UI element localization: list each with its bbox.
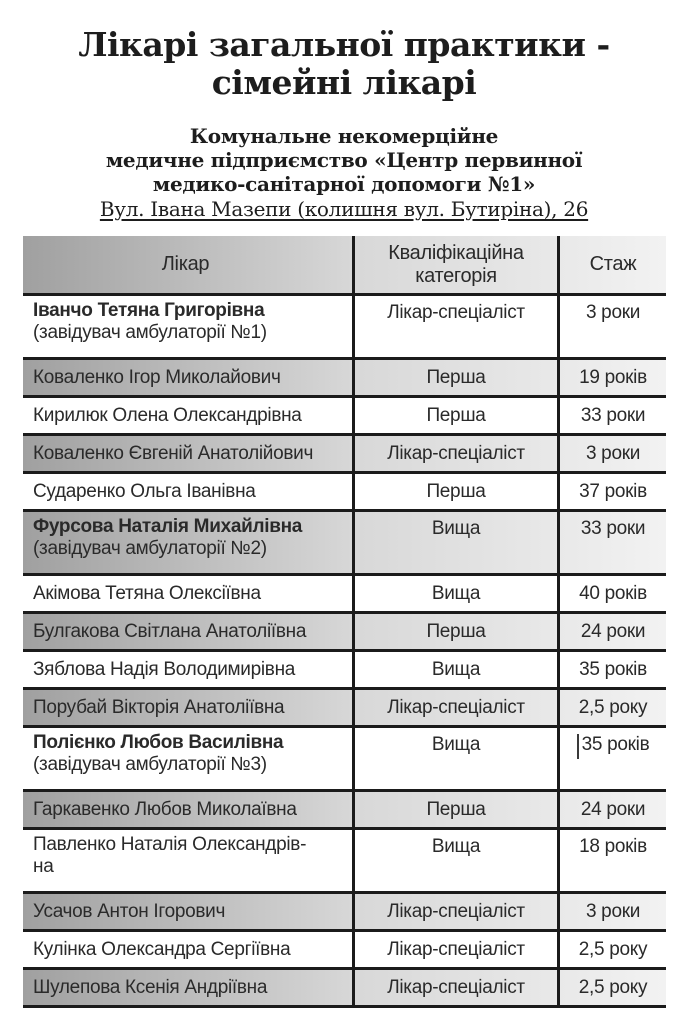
qualification-category-cell: Перша: [355, 614, 560, 649]
experience-value: 2,5 року: [578, 976, 648, 998]
experience-value: 33 роки: [580, 404, 646, 426]
doctor-name: Усачов Антон Ігорович: [33, 900, 226, 922]
doctor-name-cell: [23, 436, 355, 471]
organization-subtitle: [0, 124, 688, 196]
experience-value: 18 років: [579, 836, 647, 857]
doctor-name-note: (завідувач амбулаторії №2): [33, 538, 267, 559]
doctor-name-cell: [23, 614, 355, 649]
qualification-category-cell: Вища: [355, 652, 560, 687]
doctor-name-note: (завідувач амбулаторії №1): [33, 322, 267, 343]
page-title-line-2: сімейні лікарі: [211, 63, 477, 102]
header-cell-category: Кваліфікаційна категорія: [355, 236, 560, 293]
qualification-category-cell: Лікар-спеціаліст: [355, 894, 560, 929]
doctor-name-cell: [23, 690, 355, 725]
experience-cell: [560, 970, 666, 1005]
organization-subtitle-line-1: Комунальне некомерційне: [189, 124, 499, 148]
table-row: [23, 830, 666, 894]
table-row: [23, 512, 666, 576]
doctor-name: Коваленко Євгеній Анатолійович: [33, 442, 314, 464]
doctor-name: Фурсова Наталія Михайлівна: [33, 516, 303, 537]
doctors-table: [23, 236, 666, 1008]
experience-cell: [560, 360, 666, 395]
table-body: [23, 296, 666, 1008]
doctor-name: Шулепова Ксенія Андріївна: [33, 976, 268, 998]
doctor-name: Кулінка Олександра Сергіївна: [33, 938, 291, 960]
doctor-name: Полієнко Любов Василівна: [33, 732, 284, 753]
experience-value: 24 роки: [580, 620, 646, 642]
table-row: [23, 728, 666, 792]
doctor-name-cell: [23, 894, 355, 929]
organization-address: Вул. Івана Мазепи (колишня вул. Бутиріна), 26: [99, 197, 589, 221]
table-row: [23, 398, 666, 436]
doctor-name-cell: [23, 970, 355, 1005]
doctor-name-cell: [23, 830, 355, 891]
doctor-name-cell: [23, 296, 355, 357]
qualification-category-cell: Вища: [355, 576, 560, 611]
doctor-name-cell: [23, 792, 355, 827]
experience-cell: [560, 296, 666, 357]
doctor-name-cell: [23, 398, 355, 433]
qualification-category-cell: Лікар-спеціаліст: [355, 296, 560, 357]
table-row: [23, 576, 666, 614]
experience-value: 3 роки: [585, 442, 641, 464]
experience-value: 2,5 року: [578, 938, 648, 960]
doctor-name: Гаркавенко Любов Миколаївна: [33, 798, 297, 820]
experience-cell: [560, 512, 666, 573]
qualification-category-cell: Вища: [355, 512, 560, 573]
experience-cell: [560, 474, 666, 509]
table-row: [23, 792, 666, 830]
table-row: [23, 970, 666, 1008]
qualification-category-cell: Вища: [355, 728, 560, 789]
experience-cell: [560, 576, 666, 611]
doctor-name: Порубай Вікторія Анатоліївна: [33, 696, 285, 718]
qualification-category-cell: Перша: [355, 398, 560, 433]
doctor-name-cell: [23, 576, 355, 611]
doctor-name: Павленко Наталія Олександрів-: [33, 834, 307, 855]
table-row: [23, 652, 666, 690]
table-row: [23, 894, 666, 932]
table-row: [23, 474, 666, 512]
table-row: [23, 614, 666, 652]
experience-cell: [560, 932, 666, 967]
experience-value: 35 років: [579, 658, 647, 680]
organization-subtitle-line-2: медичне підприємство «Центр первинної: [105, 148, 583, 172]
table-row: [23, 360, 666, 398]
doctor-name: Акімова Тетяна Олексіївна: [33, 582, 261, 604]
experience-cell: [560, 792, 666, 827]
doctor-name-cell: [23, 652, 355, 687]
table-row: [23, 932, 666, 970]
qualification-category-cell: Лікар-спеціаліст: [355, 436, 560, 471]
doctor-name-cell: [23, 932, 355, 967]
doctor-name-note: на: [33, 856, 54, 877]
experience-cell: [560, 614, 666, 649]
experience-value: 19 років: [579, 366, 647, 388]
text-cursor: [577, 734, 579, 759]
experience-cell: [560, 652, 666, 687]
experience-cell: [560, 728, 666, 789]
doctor-name: Коваленко Ігор Миколайович: [33, 366, 281, 388]
doctor-name: Булгакова Світлана Анатоліївна: [33, 620, 307, 642]
experience-value: 2,5 року: [578, 696, 648, 718]
qualification-category-cell: Перша: [355, 792, 560, 827]
table-row: [23, 296, 666, 360]
page-title: [0, 0, 688, 102]
experience-value: 40 років: [579, 582, 647, 604]
doctor-name: Зяблова Надія Володимирівна: [33, 658, 296, 680]
experience-cell: [560, 436, 666, 471]
qualification-category-cell: Лікар-спеціаліст: [355, 970, 560, 1005]
qualification-category-cell: Лікар-спеціаліст: [355, 690, 560, 725]
doctor-name: Сударенко Ольга Іванівна: [33, 480, 256, 502]
doctor-name-cell: [23, 512, 355, 573]
organization-subtitle-line-3: медико-санітарної допомоги №1»: [152, 172, 536, 196]
page-title-line-1: Лікарі загальної практики -: [78, 25, 610, 64]
doctor-name-cell: [23, 360, 355, 395]
doctor-name: Іванчо Тетяна Григорівна: [33, 300, 265, 321]
qualification-category-cell: Лікар-спеціаліст: [355, 932, 560, 967]
table-row: [23, 436, 666, 474]
table-header-row: [23, 236, 666, 296]
experience-cell: [560, 830, 666, 891]
experience-cell: [560, 690, 666, 725]
experience-value: 3 роки: [585, 900, 641, 922]
doctor-name-note: (завідувач амбулаторії №3): [33, 754, 267, 775]
experience-value: 3 роки: [585, 302, 641, 323]
qualification-category-cell: Перша: [355, 474, 560, 509]
doctor-name-cell: [23, 474, 355, 509]
header-cell-doctor: Лікар: [23, 236, 355, 293]
qualification-category-cell: Вища: [355, 830, 560, 891]
table-row: [23, 690, 666, 728]
experience-value: 33 роки: [580, 518, 646, 539]
doctor-name-cell: [23, 728, 355, 789]
experience-value: 37 років: [579, 480, 647, 502]
header-cell-experience: Стаж: [589, 253, 637, 275]
experience-cell: [560, 894, 666, 929]
experience-value: 35 років: [581, 734, 650, 755]
doctor-name: Кирилюк Олена Олександрівна: [33, 404, 302, 426]
experience-cell: [560, 398, 666, 433]
qualification-category-cell: Перша: [355, 360, 560, 395]
experience-value: 24 роки: [580, 798, 646, 820]
